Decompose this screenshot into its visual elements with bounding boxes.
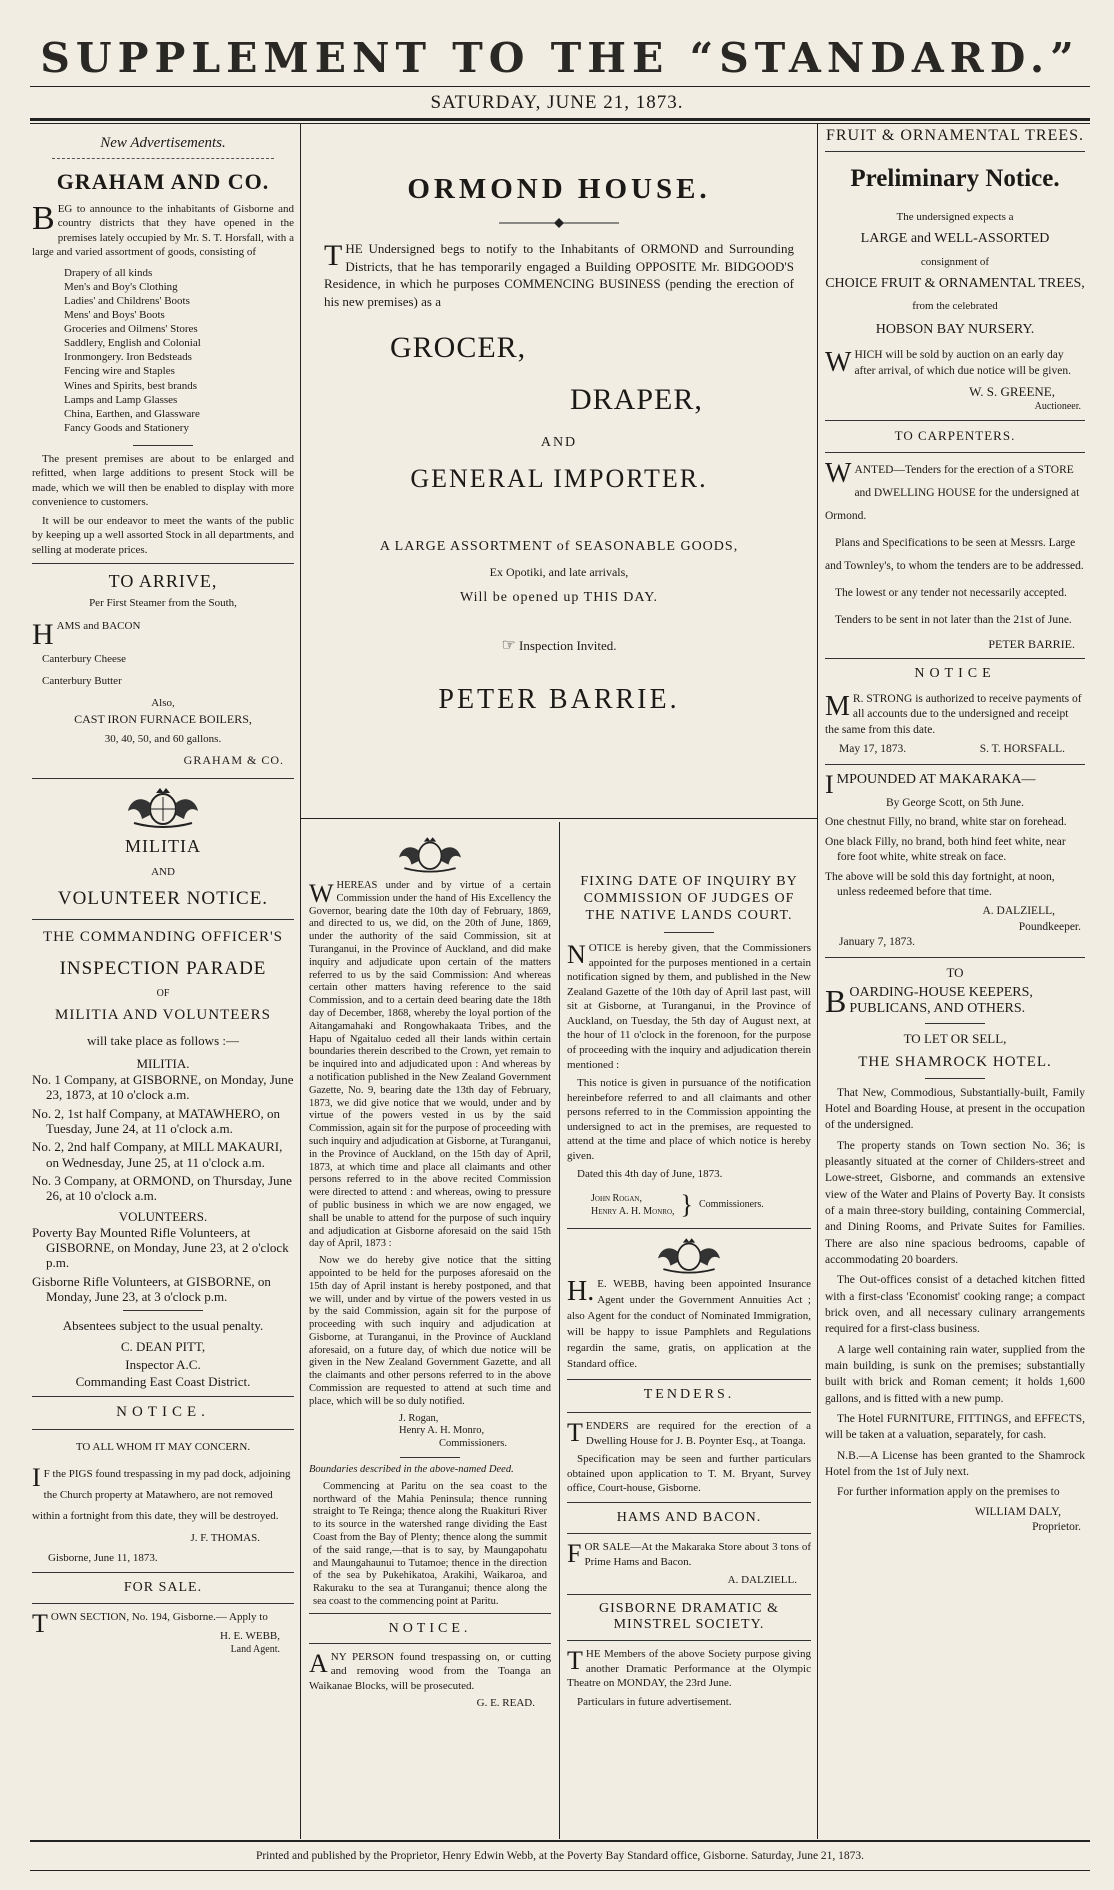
daly-title: Proprietor. [1032, 1521, 1081, 1534]
specification-notice: Specification may be seen and further particulars obtained upon application to T. M. Bryant, Survey office, Court-house, Gisborne. [567, 1453, 811, 1495]
column-2: WHEREAS under and by virtue of a certain Commission under the hand of His Excellency the Governor, bearing date the 10th day of February, 1869, and directed to us, we did, on the 20th of June, 1869, under the authority of the said Commission, sit at Turanganui, in the Province of Auckland, and did make inquiry and adjudicate upon certain of the matters referred to us by the said Commission: And whereas certain other matters having reference to the said Commission, and to a certain deed bearing date the 18th day of December, 1868, whereby the loyal portion of the Aitangamahaki and Rongowhakaata Tribes, and the Hapu of Ngaitaluo ceded all their lands within certain boundaries therein described to the Crown, yet remain to be inquired into and adjudicated upon : And whereas by a notification published in the New Zealand Government Gazette, No. 9, bearing date the 13th day of February, 1873, we did give notice that we would, under and by virtue of the powers vested in us by the said Commission, again sit for the purpose of proceeding with such inquiry and adjudication at Gisborne, at Turanganui, in the Province of Auckland, on the 15th day of April, 1873, at which time and place all claimants and other persons referred to in the above recited Commission were directed to attend : and whereas, owing to pressure of public business in which we are now engaged, we shall be unable to attend for the purpose of such inquiry and adjudication at Gisborne aforesaid on the said 15th day of April, 1873 : Now we do hereby give notice that the sitting appointed to be held for the purposes aforesaid on the 15th day of April instant is hereby postponed, and that we will, under and by virtue of the powers vested in us by the said Commission, again sit for the purpose of proceeding with such inquiry and adjudication at Gisborne, at Turanganui, in the Province of Auckland aforesaid, on a future day, of which due notice will be given in the New Zealand Government Gazette, and all the claimants and other persons referred to in the above Commission are requested to attend at such time and place, which will be so duly notified. J. Rogan, Henry A. H. Monro, Commissioners. Boundaries described in the above-named Deed. Commencing at Paritu on the sea coast to the northward of the Mahia Peninsula; thence running straight to Te Reinga; thence along the Ruakituri River to its source in the watershed range dividing the East Coast from the Bay of Plenty; thence along the summit of the said range,—that is to say, by Maungapohatu and Maungahaunui to Tutamoe; thence in the direction of the sea by Pukehikatoa, Arakihi, Waikaroa, and Rakuraku to the sea at Turanganui; thence along the sea coast to the commencing point at Paritu. NOTICE. ANY PERSON found trespassing on, or cutting and removing wood from the Toanga an Waikanae Blocks, will be prosecuted. G. E. READ. [309, 832, 551, 1710]
hotel-para: N.B.—A License has been granted to the Shamrock Hotel from the 1st of July next. [825, 1449, 1085, 1479]
impounded-title: MPOUNDED AT MAKARAKA— [836, 771, 1036, 787]
hotel-para: That New, Commodious, Substantially-built, Family Hotel and Boarding House, at present in the occupation of the undersigned. [825, 1086, 1085, 1132]
lowest-notice: The lowest or any tender not necessarily accepted. [835, 587, 1067, 600]
fruit-title: FRUIT & ORNAMENTAL TREES. [825, 127, 1085, 144]
notice-title: NOTICE. [388, 1620, 472, 1636]
list-item: Saddlery, English and Colonial [64, 337, 201, 350]
rogan-signature: John Rogan, [591, 1192, 642, 1204]
column-1: New Advertisements. GRAHAM AND CO. BEG to announce to the inhabitants of Gisborne and country districts that they have opened in the premises lately occupied by Mr. S. T. Horsfall, with a large and varied assortment of goods, consisting of Drapery of all kinds Men's and Boy's Clothing Ladies' and Childrens' Boots Mens' and Boys' Boots Groceries and Oilmens' Stores Saddlery, English and Colonial Ironmongery. Iron Bedsteads Fencing wire and Staples Wines and Spirits, best brands Lamps and Lamp Glasses China, Earthen, and Glassware Fancy Goods and Stationery The present premises are about to be enlarged and refitted, when large additions to present Stock will be made, which we will then be enabled to display with more convenience to customers. It will be our endeavor to meet the wants of the public by keeping up a well assorted Stock in all departments, and selling at moderate prices. TO ARRIVE, Per First Steamer from the South, HAMS and BACON Canterbury Cheese Canterbury Butter Also, CAST IRON FURNACE BOILERS, 30, 40, 50, and 60 gallons. GRAHAM & CO. MILITIA AND VOLUNTEER NOTICE. THE COMMANDING OFFICER'S INSPECTION PARADE OF MILITIA AND VOLUNTEERS will take place as follows :— MILITIA. No. 1 Company, at GISBORNE, on Monday, June 23, 1873, at 10 o'clock a.m. No. 2, 1st half Company, at MATAWHERO, on Tuesday, June 24, at 11 o'clock a.m. No. 2, 2nd half Company, at MILL MAKAURI, on Wednesday, June 25, at 11 o'clock a.m. No. 3 Company, at ORMOND, on Thursday, June 26, at 10 o'clock a.m. VOLUNTEERS. Poverty Bay Mounted Rifle Volunteers, at GISBORNE, on Monday, June 23, at 2 o'clock p.m. Gisborne Rifle Volunteers, at GISBORNE, on Monday, June 23, at 3 o'clock p.m. Absentees subject to the usual penalty. C. DEAN PITT, Inspector A.C. Commanding East Coast District. NOTICE. TO ALL WHOM IT MAY CONCERN. I F the PIGS found trespassing in my pad dock, adjoining the Church property at Matawhero, are not removed within a fortnight from this date, they will be destroyed. J. F. THOMAS. Gisborne, June 11, 1873. FOR SALE. TOWN SECTION, No. 194, Gisborne.— Apply to H. E. WEBB, Land Agent. [32, 135, 294, 1656]
expects-line: The undersigned expects a [896, 210, 1014, 223]
tenders-title: TENDERS. [643, 1386, 735, 1402]
list-item: Fancy Goods and Stationery [64, 421, 189, 434]
plans-notice: Plans and Specifications to be seen at Messrs. Large and Townley's, to whom the tenders are to be addressed. [825, 537, 1084, 573]
assortment-line: A LARGE ASSORTMENT of SEASONABLE GOODS, [379, 539, 739, 555]
hams-bacon-title: HAMS AND BACON. [616, 1509, 762, 1525]
hams-sale-notice: OR SALE—At the Makaraka Store about 3 tons of Prime Hams and Bacon. [584, 1541, 811, 1568]
let-sell-line: TO LET OR SELL, [903, 1031, 1007, 1047]
webb-title: Land Agent. [230, 1644, 280, 1656]
pigs-notice: F the PIGS found trespassing in my pad dock, adjoining the Church property at Matawhero, are not removed within a fortnight from this date, they will be destroyed. [32, 1468, 291, 1523]
ex-opotiki: Ex Opotiki, and late arrivals, [489, 564, 629, 579]
tenders-notice: ENDERS are required for the erection of a Dwelling House for J. B. Poynter Esq., at Toanga. [585, 1420, 811, 1447]
trespass-notice: NY PERSON found trespassing on, or cutting and removing wood from the Toanga an Waikanae Blocks, will be prosecuted. [309, 1650, 551, 1692]
filly-item: One black Filly, no brand, both hind feet white, near fore foot white, white streak on face. [825, 835, 1066, 864]
volunteer-title: VOLUNTEER NOTICE. [57, 887, 269, 909]
absentees: Absentees subject to the usual penalty. [62, 1318, 264, 1334]
monro-signature: Henry A. H. Monro, [399, 1425, 485, 1437]
graham-signature: GRAHAM & CO. [183, 752, 284, 767]
january-date: January 7, 1873. [839, 936, 916, 949]
pursuance-notice: This notice is given in pursuance of the notification hereinbefore referred to and all claimants and other persons referred to in the Commission appointing the undersigned to act in the premises, are requested to attend at the time and place of which notice is hereby given. [567, 1077, 811, 1162]
new-ads-heading: New Advertisements. [100, 135, 226, 151]
pointing-hand-icon: ☞ [501, 637, 516, 655]
boarding-title: OARDING-HOUSE KEEPERS, PUBLICANS, AND OTHERS. [849, 985, 1033, 1017]
take-place: will take place as follows :— [87, 1032, 239, 1048]
notice-title: NOTICE. [116, 1403, 210, 1420]
cheese-line: Canterbury Cheese [42, 652, 126, 665]
filly-item: One chestnut Filly, no brand, white star on forehead. [825, 816, 1067, 829]
read-signature: G. E. READ. [476, 1696, 535, 1709]
column-rule [559, 822, 560, 1839]
divider [300, 818, 817, 819]
dalziell-signature: A. DALZIELL, [982, 905, 1055, 918]
poundkeeper-title: Poundkeeper. [1018, 920, 1081, 933]
scott-line: By George Scott, on 5th June. [885, 797, 1025, 810]
greene-signature: W. S. GREENE, [969, 384, 1055, 399]
barrie-signature: PETER BARRIE. [988, 637, 1075, 652]
commanding-title: THE COMMANDING OFFICER'S [42, 928, 284, 945]
graham-title: GRAHAM AND CO. [56, 168, 270, 194]
list-item: China, Earthen, and Glassware [64, 407, 200, 420]
whereas-notice: HEREAS under and by virtue of a certain Commission under the hand of His Excellency the Governor, bearing date the 10th day of February, 1869, and directed to us, we did, on the 20th of June, 1869, under the authority of the said Commission, sit at Turanganui, in the Province of Auckland, and did make inquiry and adjudicate upon certain of the matters referred to us by the said Commission: And whereas certain other matters having reference to the said Commission, and to a certain deed bearing date the 18th day of December, 1868, whereby the loyal portion of the Aitangamahaki and Rongowhakaata Tribes, and the Hapu of Ngaitaluo ceded all their lands within certain boundaries therein described to the Crown, yet remain to be inquired into and adjudicated upon : And whereas by a notification published in the New Zealand Government Gazette, No. 9, bearing date the 13th day of February, 1873, we did give notice that we would, under and by virtue of the powers vested in us by the said Commission, again sit for the purpose of proceeding with such inquiry and adjudication at Gisborne, at Turanganui, in the Province of Auckland, on the 15th day of April, 1873, at which time and place all claimants and other persons referred to in the above recited Commission were directed to attend : and whereas, owing to pressure of public business in which we are now engaged, we shall be unable to attend for the purpose of such inquiry and adjudication at Gisborne aforesaid on the said 15th day of April, 1873 : [309, 880, 551, 1250]
hotel-para: The Out-offices consist of a detached kitchen fitted with a first-class 'Economist' cooking range; a compact brick oven, and all necessary culinary arrangements required for a first-class business. [825, 1274, 1085, 1336]
pitt-district: Commanding East Coast District. [75, 1373, 251, 1389]
list-item: Wines and Spirits, best brands [64, 379, 198, 392]
hotel-para: The property stands on Town section No. 36; is pleasantly situated at the corner of Childers-street and Lowe-street, Gisborne, and commands an extensive view of the Water and Plains of Poverty Bay. It consists of a main three-story building, containing Commercial, and Dining Rooms, and Private Suites for Families. There are also nine spacious bedrooms, capable of accommodating 20 boarders. [825, 1139, 1085, 1267]
and-line: AND [540, 434, 578, 450]
boundaries-heading: Boundaries described in the above-named Deed. [309, 1464, 514, 1476]
greene-title: Auctioneer. [1034, 401, 1081, 413]
town-section: OWN SECTION, No. 194, Gisborne.— Apply to [50, 1611, 268, 1624]
graham-para: It will be our endeavor to meet the wants of the public by keeping up a well assorted Stock in all departments, and selling at moderate prices. [32, 514, 294, 556]
list-item: Lamps and Lamp Glasses [64, 393, 178, 406]
notice-title: NOTICE [914, 666, 996, 682]
royal-crest-icon [392, 834, 468, 874]
fixing-heading: FIXING DATE OF INQUIRY BY COMMISSION OF JUDGES OF THE NATIVE LANDS COURT. [580, 874, 798, 923]
also-line: Also, [151, 696, 175, 709]
barrie-signature: PETER BARRIE. [438, 684, 680, 716]
pitt-title: Inspector A.C. [125, 1356, 201, 1372]
militia-volunteers: MILITIA AND VOLUNTEERS [55, 1006, 271, 1023]
grocer-line: GROCER, [390, 331, 527, 365]
militia-header: MILITIA. [136, 1055, 190, 1071]
commissioners-title: Commissioners. [439, 1438, 507, 1450]
sold-notice: The above will be sold this day fortnight, at noon, unless redeemed before that time. [825, 870, 1055, 899]
carpenters-title: TO CARPENTERS. [894, 427, 1016, 443]
choice-line: CHOICE FRUIT & ORNAMENTAL TREES, [825, 275, 1085, 291]
hotel-para: A large well containing rain water, supplied from the main building, is sunk on the premises; substantially built with brick and Roman cement; it holds 1,600 gallons, and is fitted with a new pump. [825, 1343, 1085, 1405]
volunteers-header: VOLUNTEERS. [118, 1208, 208, 1224]
list-item: Fencing wire and Staples [64, 365, 175, 378]
which-notice: HICH will be sold by auction on an early day after arrival, of which due notice will be given. [854, 349, 1071, 377]
divider [30, 1870, 1090, 1871]
column-3: FIXING DATE OF INQUIRY BY COMMISSION OF JUDGES OF THE NATIVE LANDS COURT. NOTICE is hereby given, that the Commissioners appointed for the purposes mentioned in a certain notification signed by them, and published in the New Zealand Gazette of the 10th day of April last past, will sit at Gisborne, at Turanganui, in the Province of Auckland, on Tuesday, the 5th day of August next, at the hour of 11 o'clock in the forenoon, for the purpose of proceeding with the inquiry and adjudication therein mentioned : This notice is given in pursuance of the notification hereinbefore referred to and all claimants and other persons referred to in the Commission appointing the undersigned to act in the premises, are requested to attend at the time and place of which notice is hereby given. Dated this 4th day of June, 1873. John Rogan, Henry A. H. Monro, } Commissioners. H. E. WEBB, having been appointed Insurance Agent under the Government Annuities Act ; also Agent for the conduct of Nominated Immigration, will be happy to issue Pamphlets and Regulations regardin the same, gratis, on application at the Standard office. TENDERS. TENDERS are required for the erection of a Dwelling House for J. B. Poynter Esq., at Toanga. Specification may be seen and further particulars obtained upon application to T. M. Bryant, Survey office, Court-house, Gisborne. HAMS AND BACON. FOR SALE—At the Makaraka Store about 3 tons of Prime Hams and Bacon. A. DALZIELL. GISBORNE DRAMATIC & MINSTREL SOCIETY. THE Members of the above Society purpose giving another Dramatic Performance at the Olympic Theatre on MONDAY, the 23rd June. Particulars in future advertisement. [567, 874, 811, 1708]
importer-line: GENERAL IMPORTER. [410, 464, 708, 494]
shamrock-title: THE SHAMROCK HOTEL. [858, 1053, 1052, 1070]
hams-line: AMS and BACON [56, 619, 141, 632]
monro-signature: Henry A. H. Monro, [591, 1205, 675, 1217]
list-item: Poverty Bay Mounted Rifle Volunteers, at GISBORNE, on Monday, June 23, at 2 o'clock p.m. [32, 1224, 289, 1271]
of-line: OF [156, 987, 170, 999]
royal-crest-icon [120, 785, 206, 829]
divider [30, 123, 1090, 124]
list-item: Groceries and Oilmens' Stores [64, 323, 198, 336]
list-item: No. 3 Company, at ORMOND, on Thursday, June 26, at 10 o'clock a.m. [32, 1172, 292, 1204]
printer-imprint: Printed and published by the Proprietor, Henry Edwin Webb, at the Poverty Bay Standard office, Gisborne. Saturday, June 21, 1873. [255, 1850, 865, 1862]
militia-title: MILITIA [125, 836, 201, 857]
concern-heading: TO ALL WHOM IT MAY CONCERN. [75, 1440, 251, 1453]
now-notice: Now we do hereby give notice that the sitting appointed to be held for the purposes aforesaid on the 15th day of April instant is hereby postponed, and that we will, under and by virtue of the powers vested in us by the said Commission, again sit for the purpose of proceeding with such inquiry and adjudication at Gisborne, at Turanganui, in the Province of Auckland aforesaid, on a future day, of which due notice will be given in the New Zealand Government Gazette, and all the claimants and other persons referred to in the above Commission are requested to attend at such time and place, which will be so duly notified. [309, 1255, 551, 1407]
divider [30, 1840, 1090, 1842]
arrive-title: TO ARRIVE, [108, 571, 218, 592]
list-item: Drapery of all kinds [64, 266, 153, 279]
list-item: Gisborne Rifle Volunteers, at GISBORNE, on Monday, June 23, at 3 o'clock p.m. [32, 1273, 271, 1304]
masthead-title: SUPPLEMENT TO THE “STANDARD.” [40, 34, 1080, 82]
arrive-sub: Per First Steamer from the South, [89, 597, 237, 610]
column-rule [300, 124, 301, 1839]
rogan-signature: J. Rogan, [399, 1412, 439, 1424]
list-item: No. 1 Company, at GISBORNE, on Monday, June 23, 1873, at 10 o'clock a.m. [32, 1071, 294, 1103]
graham-intro: EG to announce to the inhabitants of Gisborne and country districts that they have opened in the premises lately occupied by Mr. S. T. Horsfall, with a large and varied assortment of goods, consisting of [32, 202, 294, 259]
draper-line: DRAPER, [570, 383, 703, 417]
opened-line: Will be opened up THIS DAY. [459, 589, 659, 605]
ormond-intro: HE Undersigned begs to notify to the Inhabitants of ORMOND and Surrounding Districts, that he has temporarily engaged a Building OPPOSITE Mr. BIDGOOD'S Residence, in which he purposes COMMENCING BUSINESS (pending the erection of his new premises) as a [324, 241, 794, 309]
dramatic-title: GISBORNE DRAMATIC & MINSTREL SOCIETY. [598, 1600, 779, 1633]
divider [30, 118, 1090, 121]
royal-crest-icon [651, 1235, 727, 1275]
thomas-date: Gisborne, June 11, 1873. [48, 1552, 158, 1565]
for-sale-title: FOR SALE. [123, 1579, 203, 1595]
tenders-sent-notice: Tenders to be sent in not later than the 21st of June. [835, 614, 1072, 627]
dated-line: Dated this 4th day of June, 1873. [577, 1168, 723, 1181]
daly-signature: WILLIAM DALY, [974, 1505, 1061, 1518]
webb-insurance-notice: E. WEBB, having been appointed Insurance Agent under the Government Annuities Act ; also Agent for the conduct of Nominated Immigration, will be happy to issue Pamphlets and Regulations regardin the same, gratis, on application at the Standard office. [567, 1277, 811, 1370]
inquiry-notice: OTICE is hereby given, that the Commissioners appointed for the purposes mentioned in a certain notification signed by them, and published in the New Zealand Gazette of the 10th day of April last past, will sit at Gisborne, at Turanganui, in the Province of Auckland, on Tuesday, the 5th day of August next, at the hour of 11 o'clock in the forenoon, for the purpose of proceeding with the inquiry and adjudication therein mentioned : [567, 942, 811, 1071]
particulars-line: Particulars in future advertisement. [577, 1695, 732, 1708]
preliminary-title: Preliminary Notice. [850, 165, 1060, 193]
list-item: No. 2, 1st half Company, at MATAWHERO, on Tuesday, June 24, at 11 o'clock a.m. [32, 1105, 281, 1136]
thomas-signature: J. F. THOMAS. [190, 1531, 260, 1544]
horsfall-signature: S. T. HORSFALL. [979, 743, 1065, 756]
may-date: May 17, 1873. [839, 743, 907, 756]
butter-line: Canterbury Butter [42, 674, 122, 687]
boiler-sizes: 30, 40, 50, and 60 gallons. [104, 733, 222, 746]
ormond-title: ORMOND HOUSE. [407, 173, 711, 205]
hotel-para: For further information apply on the premises to [837, 1486, 1060, 1499]
consignment-line: consignment of [920, 256, 990, 269]
to-line: TO [946, 964, 964, 980]
pitt-signature: C. DEAN PITT, [120, 1339, 206, 1355]
list-item: Ironmongery. Iron Bedsteads [64, 351, 192, 364]
dramatic-notice: HE Members of the above Society purpose giving another Dramatic Performance at the Olympic Theatre on MONDAY, the 23rd June. [567, 1648, 811, 1690]
large-line: LARGE and WELL-ASSORTED [860, 231, 1050, 247]
column-4: FRUIT & ORNAMENTAL TREES. Preliminary Notice. The undersigned expects a LARGE and WELL-ASSORTED consignment of CHOICE FRUIT & ORNAMENTAL TREES, from the celebrated HOBSON BAY NURSERY. WHICH will be sold by auction on an early day after arrival, of which due notice will be given. W. S. GREENE, Auctioneer. TO CARPENTERS. WANTED—Tenders for the erection of a STORE and DWELLING HOUSE for the undersigned at Ormond. Plans and Specifications to be seen at Messrs. Large and Townley's, to whom the tenders are to be addressed. The lowest or any tender not necessarily accepted. Tenders to be sent in not later than the 21st of June. PETER BARRIE. NOTICE M R. STRONG is authorized to receive payments of all accounts due to the undersigned and receipt the same from this date. May 17, 1873. S. T. HORSFALL. IMPOUNDED AT MAKARAKA— By George Scott, on 5th June. One chestnut Filly, no brand, white star on forehead. One black Filly, no brand, both hind feet white, near fore foot white, white streak on face. The above will be sold this day fortnight, at noon, unless redeemed before that time. A. DALZIELL, Poundkeeper. January 7, 1873. TO BOARDING-HOUSE KEEPERS, PUBLICANS, AND OTHERS. TO LET OR SELL, THE SHAMROCK HOTEL. That New, Commodious, Substantially-built, Family Hotel and Boarding House, at present in the occupation of the undersigned. The property stands on Town section No. 36; is pleasantly situated at the corner of Childers-street and Lowe-street, Gisborne, and commands an extensive view of the Water and Plains of Poverty Bay. It consists of a main three-story building, containing Commercial, and Dining Rooms, and Private Suites for Families. There are also nine spacious bedrooms, capable of accommodating 20 boarders. The Out-offices consist of a detached kitchen fitted with a first-class 'Economist' cooking range; a compact brick oven, and all necessary culinary arrangements required for a first-class business. A large well containing rain water, supplied from the main building, is sunk on the premises; substantially built with brick and Roman cement; it holds 1,600 gallons, and is fitted with a new pump. The Hotel FURNITURE, FITTINGS, and EFFECTS, will be taken at a valuation, separately, for cash. N.B.—A License has been granted to the Shamrock Hotel from the 1st of July next. For further information apply on the premises to WILLIAM DALY, Proprietor. [825, 126, 1085, 1535]
from-line: from the celebrated [912, 299, 998, 312]
boundaries-text: Commencing at Paritu on the sea coast to the northward of the Mahia Peninsula; thence running straight to Te Reinga; thence along the Ruakituri River to its source in the watershed range dividing the East Coast from the Bay of Plenty; thence along the summit of the said range,—that is to say, by Maungapohatu and Maungahaunui to Tutamoe; thence in the direction of the sea by Pukehikatoa, Arakihi, Waikaroa, and Rakuraku to the sea at Turanganui; thence along the sea coast to the commencing point at Paritu. [313, 1480, 547, 1608]
inspection-title: INSPECTION PARADE [59, 957, 267, 979]
list-item: No. 2, 2nd half Company, at MILL MAKAURI, on Wednesday, June 25, at 11 o'clock a.m. [32, 1139, 283, 1170]
militia-and: AND [151, 866, 175, 879]
graham-para: The present premises are about to be enlarged and refitted, when large additions to present Stock will be made, which we will then be enabled to display with more convenience to customers. [32, 452, 294, 509]
divider [30, 86, 1090, 87]
ornament-divider-icon [499, 216, 619, 230]
wanted-notice: ANTED—Tenders for the erection of a STORE and DWELLING HOUSE for the undersigned at Ormond. [825, 464, 1080, 523]
webb-signature: H. E. WEBB, [220, 1629, 280, 1642]
inspection-invited: Inspection Invited. [519, 638, 617, 654]
list-item: Men's and Boy's Clothing [64, 280, 178, 293]
hotel-para: The Hotel FURNITURE, FITTINGS, and EFFECTS, will be taken at a valuation, separately, for cash. [825, 1413, 1085, 1442]
hobson-line: HOBSON BAY NURSERY. [875, 322, 1035, 338]
strong-notice: R. STRONG is authorized to receive payments of all accounts due to the undersigned and receipt the same from this date. [825, 693, 1082, 736]
ormond-house-ad: ORMOND HOUSE. THE Undersigned begs to notify to the Inhabitants of ORMOND and Surrounding Districts, that he has temporarily engaged a Building OPPOSITE Mr. BIDGOOD'S Residence, in which he purposes COMMENCING BUSINESS (pending the erection of his new premises) as a GROCER, DRAPER, AND GENERAL IMPORTER. A LARGE ASSORTMENT of SEASONABLE GOODS, Ex Opotiki, and late arrivals, Will be opened up THIS DAY. ☞ Inspection Invited. PETER BARRIE. [310, 170, 808, 719]
boilers-line: CAST IRON FURNACE BOILERS, [74, 712, 252, 727]
list-item: Mens' and Boys' Boots [64, 309, 165, 322]
list-item: Ladies' and Childrens' Boots [64, 295, 190, 308]
goods-list [32, 266, 294, 435]
dalziell-signature: A. DALZIELL. [727, 1574, 797, 1587]
commissioners-title: Commissioners. [699, 1199, 764, 1211]
column-rule [817, 124, 818, 1839]
dateline: SATURDAY, JUNE 21, 1873. [430, 92, 684, 113]
